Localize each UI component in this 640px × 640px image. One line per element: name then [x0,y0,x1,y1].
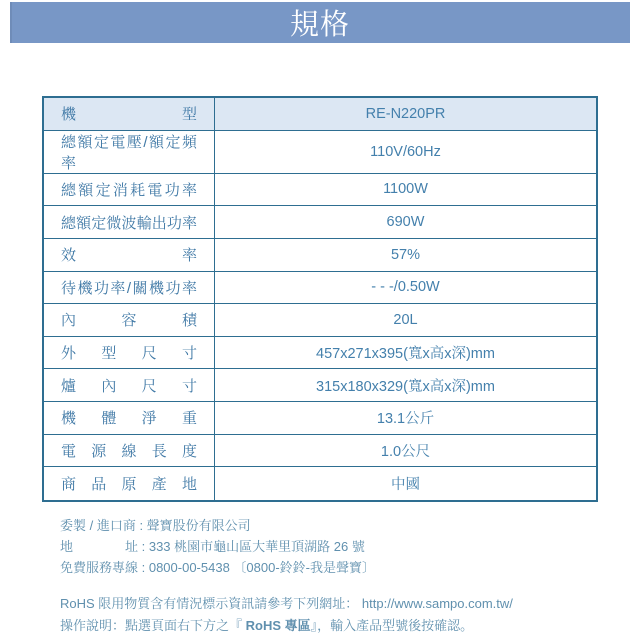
spec-value-cavity-dimensions: 315x180x329(寬x高x深)mm [215,369,596,402]
spec-value-microwave-output: 690W [215,206,596,239]
page-title-banner [10,2,630,43]
spec-value-model: RE-N220PR [215,98,596,131]
maker-line: 委製 / 進口商 : 聲寶股份有限公司 [60,518,251,533]
spec-label-standby-power: 待機功率/關機功率 [44,272,215,305]
rohs-line: RoHS 限用物質含有情況標示資訊請參考下列網址： http://www.sampo.com.tw/ [60,596,513,611]
spec-label-net-weight: 機體淨重 [44,402,215,435]
spec-value-capacity: 20L [215,304,596,337]
spec-label-cord-length: 電源線長度 [44,435,215,468]
spec-label-voltage-frequency: 總額定電壓/額定頻率 [44,131,215,174]
spec-label-cavity-dimensions: 爐內尺寸 [44,369,215,402]
spec-label-origin: 商品原產地 [44,467,215,500]
rohs-info [60,593,640,637]
address-line: 地 址 : 333 桃園市龜山區大華里頂湖路 26 號 [60,539,365,554]
spec-label-capacity: 內容積 [44,304,215,337]
spec-label-outer-dimensions: 外型尺寸 [44,337,215,370]
spec-value-cord-length: 1.0公尺 [215,435,596,468]
spec-value-efficiency: 57% [215,239,596,272]
spec-value-outer-dimensions: 457x271x395(寬x高x深)mm [215,337,596,370]
spec-label-efficiency: 效率 [44,239,215,272]
spec-label-model: 機型 [44,98,215,131]
spec-label-power-consumption: 總額定消耗電功率 [44,174,215,207]
page-title: 規格 [289,9,350,41]
spec-value-origin: 中國 [215,467,596,500]
spec-value-net-weight: 13.1公斤 [215,402,596,435]
company-info [60,515,640,578]
operation-line: 操作說明：點選頁面右下方之『 RoHS 專區』，輸入產品型號後按確認。 [60,618,474,633]
spec-value-power-consumption: 1100W [215,174,596,207]
spec-label-microwave-output: 總額定微波輸出功率 [44,206,215,239]
hotline-line: 免費服務專線 : 0800-00-5438 〔0800-鈴鈴-我是聲寶〕 [60,560,375,575]
rohs-zone-label: RoHS 專區 [245,618,311,633]
spec-table [42,96,598,502]
spec-value-standby-power: - - -/0.50W [215,272,596,305]
spec-value-voltage-frequency: 110V/60Hz [215,131,596,174]
